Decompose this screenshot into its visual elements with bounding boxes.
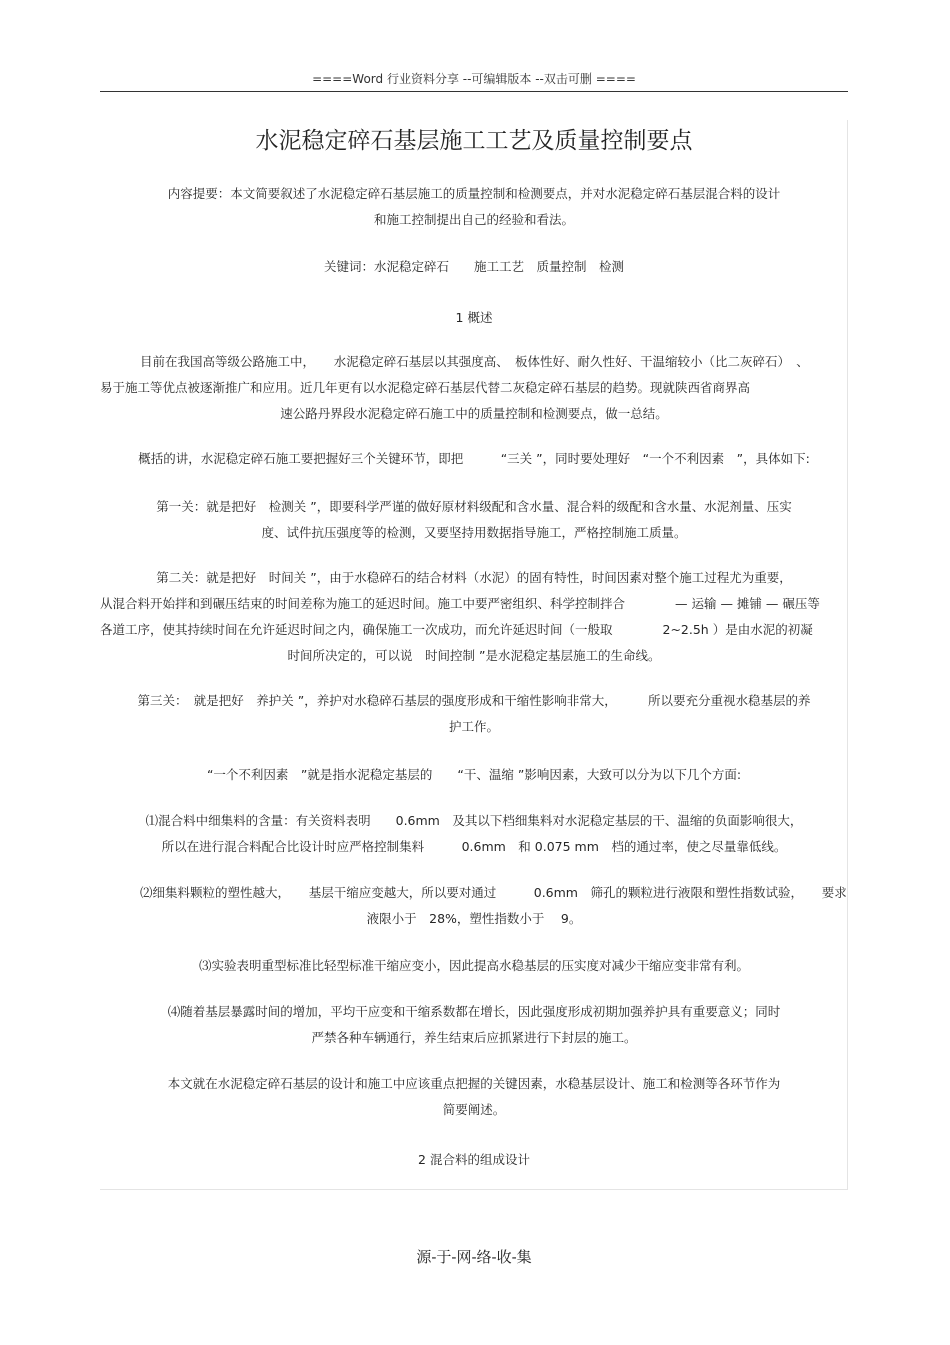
- intro-paragraph: [100, 349, 848, 427]
- page-footer-text: 源-于-网-络-收-集: [416, 1248, 532, 1266]
- second-checkpoint-paragraph: [100, 565, 848, 669]
- third-checkpoint-line: 第三关： 就是把好 养护关 ”，养护对水稳碎石基层的强度形成和干缩性影响非常大， 所以要充分重视水稳基层的养: [137, 693, 811, 708]
- intro-line: 速公路丹界段水泥稳定碎石施工中的质量控制和检测要点，做一总结。: [280, 406, 668, 421]
- closing-line: 简要阐述。: [442, 1102, 506, 1117]
- factor-item-1: [100, 808, 848, 860]
- unfavorable-factor-paragraph: “一个不利因素 ”就是指水泥稳定基层的 “干、温缩 ”影响因素，大致可以分为以下几个方面:: [206, 767, 742, 782]
- abstract-line: 和施工控制提出自己的经验和看法。: [373, 212, 574, 227]
- section-1-heading: 1 概述: [455, 310, 493, 325]
- factor-item-4: [100, 999, 848, 1051]
- first-checkpoint-paragraph: [100, 494, 848, 546]
- first-checkpoint-line: 度、试件抗压强度等的检测，又要坚持用数据指导施工，严格控制施工质量。: [261, 525, 687, 540]
- third-checkpoint-line: 护工作。: [448, 719, 499, 734]
- page-header-text: ====Word 行业资料分享 --可编辑版本 --双击可删 ====: [312, 72, 636, 86]
- factor-item-2: [100, 880, 848, 932]
- third-checkpoint-paragraph: [100, 688, 848, 740]
- factor-item-line: 严禁各种车辆通行，养生结束后应抓紧进行下封层的施工。: [311, 1030, 637, 1045]
- factor-item-line: 液限小于 28%，塑性指数小于 9。: [366, 911, 582, 926]
- summary-paragraph: 概括的讲，水泥稳定碎石施工要把握好三个关键环节，即把 “三关 ”，同时要处理好 “一个不利因素 ”，具体如下:: [138, 451, 810, 466]
- intro-line: 易于施工等优点被逐渐推广和应用。近几年更有以水泥稳定碎石基层代替二灰稳定碎石基层的趋势。现就陕西省商界高: [100, 380, 751, 395]
- closing-line: 本文就在水泥稳定碎石基层的设计和施工中应该重点把握的关键因素，水稳基层设计、施工和检测等各环节作为: [167, 1076, 781, 1091]
- intro-line: 目前在我国高等级公路施工中， 水泥稳定碎石基层以其强度高、 板体性好、耐久性好、干温缩较小（比二灰碎石） 、: [140, 354, 809, 369]
- factor-item-line: ⑷随着基层暴露时间的增加，平均干应变和干缩系数都在增长，因此强度形成初期加强养护具有重要意义；同时: [167, 1004, 781, 1019]
- document-title: 水泥稳定碎石基层施工工艺及质量控制要点: [255, 128, 693, 154]
- header-divider: [100, 91, 848, 92]
- second-checkpoint-line: 时间所决定的，可以说 时间控制 ”是水泥稳定基层施工的生命线。: [287, 648, 661, 663]
- factor-item-line: ⑵细集料颗粒的塑性越大， 基层干缩应变越大，所以要对通过 0.6mm 筛孔的颗粒进行液限和塑性指数试验， 要求: [140, 885, 847, 900]
- closing-paragraph: [100, 1071, 848, 1123]
- keywords-line: 关键词：水泥稳定碎石 施工工艺 质量控制 检测: [323, 259, 624, 274]
- second-checkpoint-line: 各道工序，使其持续时间在允许延迟时间之内，确保施工一次成功，而允许延迟时间（一般取 2~2.5h ）是由水泥的初凝: [100, 622, 813, 637]
- factor-item-line: ⑴混合料中细集料的含量：有关资料表明 0.6mm 及其以下档细集料对水泥稳定基层的干、温缩的负面影响很大，: [145, 813, 803, 828]
- abstract-paragraph: [100, 181, 848, 233]
- section-2-heading: 2 混合料的组成设计: [418, 1152, 530, 1167]
- second-checkpoint-line: 从混合料开始拌和到碾压结束的时间差称为施工的延迟时间。施工中要严密组织、科学控制拌合 — 运输 — 摊铺 — 碾压等: [100, 596, 820, 611]
- abstract-line: 内容提要：本文简要叙述了水泥稳定碎石基层施工的质量控制和检测要点，并对水泥稳定碎石基层混合料的设计: [167, 186, 781, 201]
- first-checkpoint-line: 第一关：就是把好 检测关 ”，即要科学严谨的做好原材料级配和含水量、混合料的级配和含水量、水泥剂量、压实: [156, 499, 792, 514]
- factor-item-line: 所以在进行混合料配合比设计时应严格控制集料 0.6mm 和 0.075 mm 档的通过率，使之尽量靠低线。: [161, 839, 787, 854]
- second-checkpoint-line: 第二关：就是把好 时间关 ”，由于水稳碎石的结合材料（水泥）的固有特性，时间因素对整个施工过程尤为重要，: [156, 570, 792, 585]
- factor-item-3: ⑶实验表明重型标准比轻型标准干缩应变小，因此提高水稳基层的压实度对减少干缩应变非常有利。: [198, 958, 749, 973]
